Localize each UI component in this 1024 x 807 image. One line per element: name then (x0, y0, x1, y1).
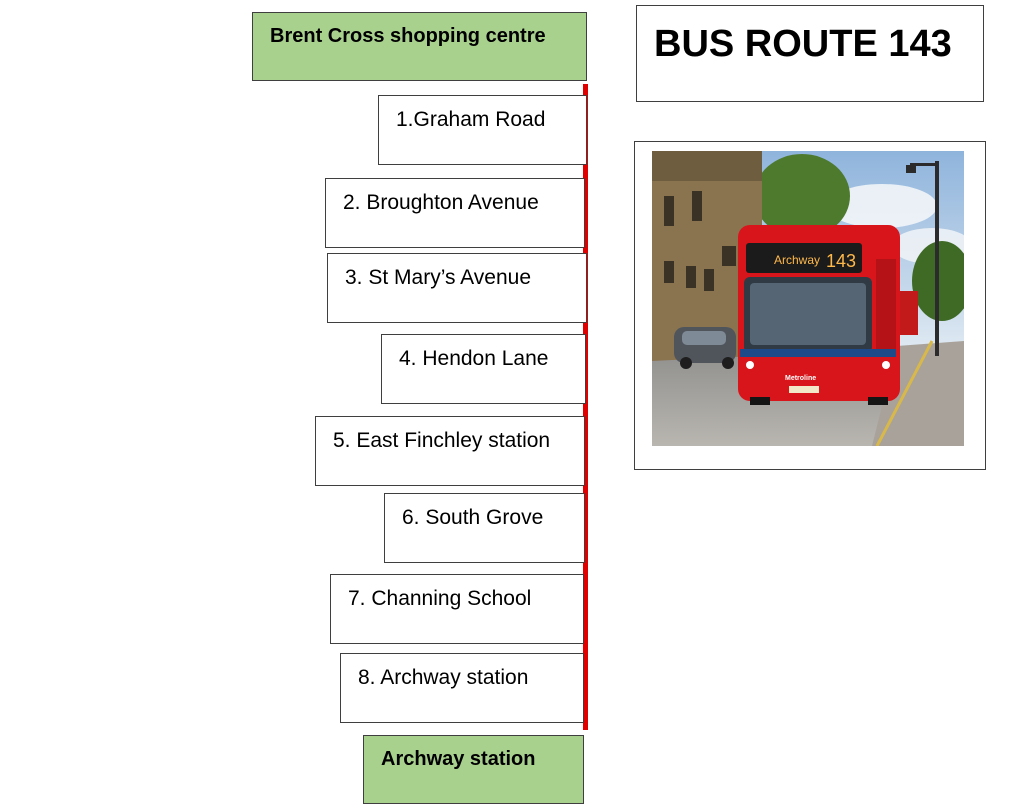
stop-4-label: 4. Hendon Lane (399, 347, 549, 370)
title-box (636, 5, 984, 102)
start-terminal-box (252, 12, 587, 81)
stop-5-label: 5. East Finchley station (333, 429, 551, 452)
stop-7-label: 7. Channing School (348, 587, 532, 610)
svg-text:143: 143 (826, 251, 857, 271)
stop-6-box (384, 493, 585, 563)
stop-8-box (340, 653, 584, 723)
stop-7-box (330, 574, 584, 644)
stop-1-box (378, 95, 587, 165)
bus-photo-frame (634, 141, 986, 470)
start-terminal-label: Brent Cross shopping centre (270, 25, 546, 47)
end-terminal-label: Archway station (381, 748, 536, 770)
svg-text:Metroline: Metroline (785, 375, 817, 382)
stop-4-box (381, 334, 586, 404)
bus-photo (652, 151, 964, 446)
stop-3-label: 3. St Mary’s Avenue (345, 266, 531, 289)
bus-photo-illustration (652, 151, 964, 446)
page-title: BUS ROUTE 143 (654, 23, 952, 65)
svg-text:Archway: Archway (774, 253, 821, 267)
stop-1-label: 1.Graham Road (396, 108, 546, 131)
stop-2-box (325, 178, 585, 248)
stop-3-box (327, 253, 587, 323)
stop-8-label: 8. Archway station (358, 666, 529, 689)
stop-6-label: 6. South Grove (402, 506, 544, 529)
stop-2-label: 2. Broughton Avenue (343, 191, 539, 214)
stop-5-box (315, 416, 585, 486)
end-terminal-box (363, 735, 584, 804)
